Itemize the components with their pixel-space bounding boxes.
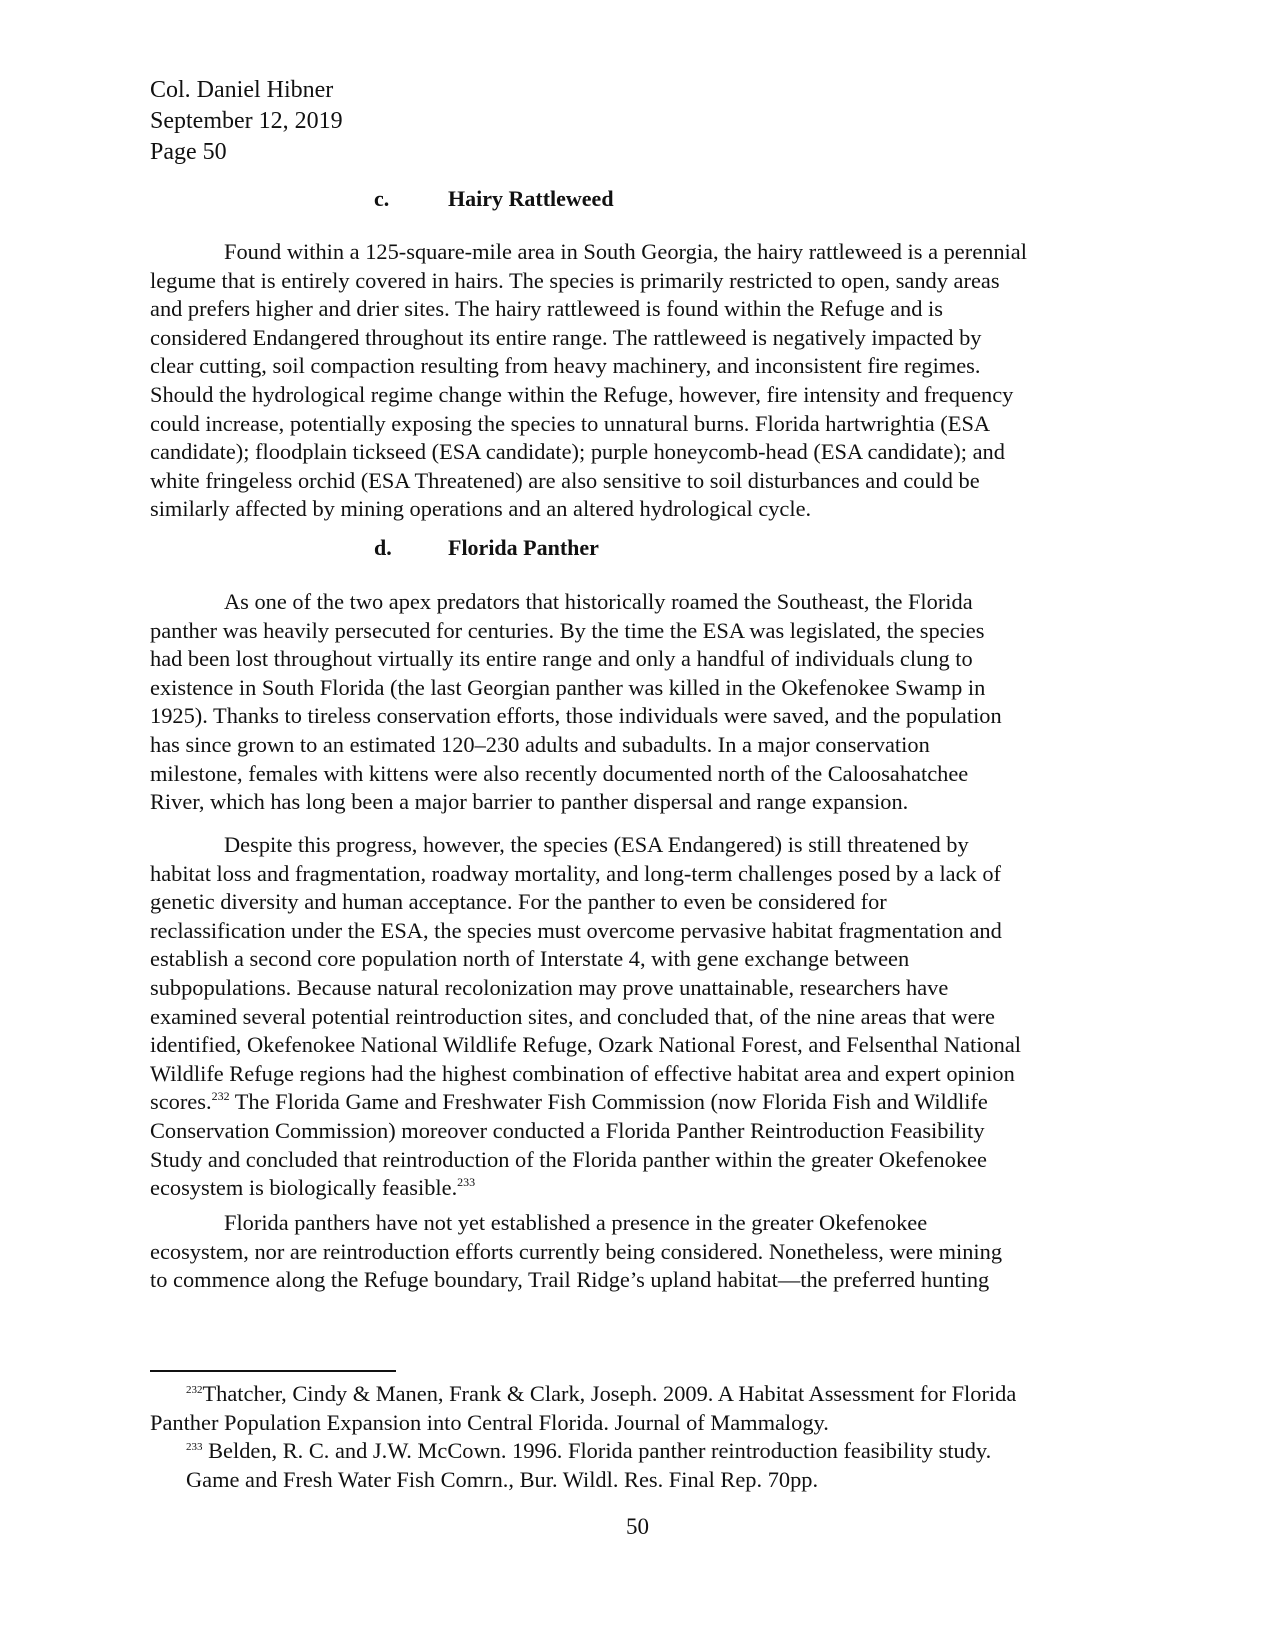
- text-line: [150, 1088, 1122, 1117]
- text-line: genetic diversity and human acceptance. For the panther to even be considered for: [150, 889, 887, 915]
- footnote-text: Belden, R. C. and J.W. McCown. 1996. Florida panther reintroduction feasibility study.: [202, 1438, 992, 1464]
- footnote-reference-233[interactable]: 233: [457, 1175, 476, 1190]
- text-line: Wildlife Refuge regions had the highest combination of effective habitat area and expert opinion: [150, 1060, 1015, 1086]
- text-line: 1925). Thanks to tireless conservation efforts, those individuals were saved, and the population: [150, 703, 1002, 729]
- text-fragment: The Florida Game and Freshwater Fish Commission (now Florida Fish and Wildlife: [229, 1089, 988, 1115]
- text-line: habitat loss and fragmentation, roadway mortality, and long-term challenges posed by a lack of: [150, 860, 1001, 886]
- text-line: Found within a 125-square-mile area in South Georgia, the hairy rattleweed is a perennial: [224, 239, 1027, 264]
- letter-date: September 12, 2019: [150, 108, 343, 134]
- section-letter: c.: [374, 186, 390, 211]
- text-line: existence in South Florida (the last Georgian panther was killed in the Okefenokee Swamp in: [150, 674, 986, 700]
- text-line: examined several potential reintroduction sites, and concluded that, of the nine areas that were: [150, 1003, 995, 1029]
- text-line: legume that is entirely covered in hairs. The species is primarily restricted to open, sandy areas: [150, 267, 1000, 293]
- footnote-233-line-2: Game and Fresh Water Fish Comrn., Bur. Wildl. Res. Final Rep. 70pp.: [186, 1466, 819, 1492]
- text-line: could increase, potentially exposing the species to unnatural burns. Florida hartwrightia (ESA: [150, 410, 991, 436]
- footnote-divider: [150, 1370, 396, 1372]
- section-title: Florida Panther: [448, 535, 599, 560]
- section-heading-hairy-rattleweed: [374, 186, 614, 212]
- text-line: Despite this progress, however, the species (ESA Endangered) is still threatened by: [224, 832, 969, 857]
- paragraph-panther-okefenokee: [150, 1209, 1122, 1295]
- text-line: milestone, females with kittens were also recently documented north of the Caloosahatchee: [150, 760, 969, 786]
- footnote-marker-233: 233: [186, 1441, 203, 1454]
- footnote-reference-232[interactable]: 232: [211, 1089, 230, 1104]
- text-line: River, which has long been a major barrier to panther dispersal and range expansion.: [150, 789, 909, 815]
- footnotes: [150, 1380, 1016, 1494]
- text-line: white fringeless orchid (ESA Threatened) are also sensitive to soil disturbances and could be: [150, 467, 980, 493]
- text-line: has since grown to an estimated 120–230 adults and subadults. In a major conservation: [150, 731, 930, 757]
- page-label: Page 50: [150, 139, 227, 165]
- section-title: Hairy Rattleweed: [448, 186, 614, 211]
- text-line: candidate); floodplain tickseed (ESA candidate); purple honeycomb-head (ESA candidate); and: [150, 439, 1005, 465]
- text-line: reclassification under the ESA, the species must overcome pervasive habitat fragmentation and: [150, 917, 1002, 943]
- text-line: [150, 1174, 1122, 1203]
- page-number: 50: [626, 1514, 649, 1539]
- footnote-marker-232: 232: [186, 1384, 203, 1396]
- text-line: establish a second core population north of Interstate 4, with gene exchange between: [150, 946, 910, 972]
- text-line: As one of the two apex predators that historically roamed the Southeast, the Florida: [224, 589, 973, 614]
- text-line: similarly affected by mining operations and an altered hydrological cycle.: [150, 496, 812, 522]
- paragraph-panther-threats: [150, 831, 1122, 1203]
- footnote-233-line-1: [150, 1437, 1016, 1466]
- text-line: Conservation Commission) moreover conducted a Florida Panther Reintroduction Feasibility: [150, 1117, 985, 1143]
- text-fragment: ecosystem is biologically feasible.: [150, 1175, 458, 1201]
- text-line: identified, Okefenokee National Wildlife Refuge, Ozark National Forest, and Felsenthal National: [150, 1032, 1022, 1058]
- text-line: and prefers higher and drier sites. The hairy rattleweed is found within the Refuge and is: [150, 296, 943, 322]
- text-line: ecosystem, nor are reintroduction efforts currently being considered. Nonetheless, were mining: [150, 1238, 1003, 1264]
- paragraph-panther-history: [150, 588, 1122, 817]
- recipient-name: Col. Daniel Hibner: [150, 77, 334, 103]
- text-line: clear cutting, soil compaction resulting from heavy machinery, and inconsistent fire regimes.: [150, 353, 981, 379]
- text-line: subpopulations. Because natural recolonization may prove unattainable, researchers have: [150, 974, 949, 1000]
- text-line: Florida panthers have not yet established a presence in the greater Okefenokee: [224, 1210, 928, 1235]
- letter-header: [150, 75, 343, 168]
- text-line: had been lost throughout virtually its entire range and only a handful of individuals clung to: [150, 646, 973, 672]
- text-fragment: scores.: [150, 1089, 212, 1115]
- text-line: to commence along the Refuge boundary, Trail Ridge’s upland habitat—the preferred hunting: [150, 1267, 990, 1293]
- text-line: considered Endangered throughout its entire range. The rattleweed is negatively impacted by: [150, 324, 982, 350]
- footnote-232-line-2: Panther Population Expansion into Central Florida. Journal of Mammalogy.: [150, 1409, 829, 1435]
- paragraph-hairy-rattleweed: [150, 238, 1122, 524]
- text-line: panther was heavily persecuted for centuries. By the time the ESA was legislated, the species: [150, 617, 985, 643]
- section-letter: d.: [374, 535, 392, 560]
- section-heading-florida-panther: [374, 535, 599, 561]
- footnote-text: Thatcher, Cindy & Manen, Frank & Clark, Joseph. 2009. A Habitat Assessment for Florida: [202, 1381, 1017, 1406]
- text-line: Study and concluded that reintroduction of the Florida panther within the greater Okefenokee: [150, 1146, 987, 1172]
- footnote-232-line-1: [150, 1380, 1016, 1409]
- text-line: Should the hydrological regime change within the Refuge, however, fire intensity and frequency: [150, 381, 1014, 407]
